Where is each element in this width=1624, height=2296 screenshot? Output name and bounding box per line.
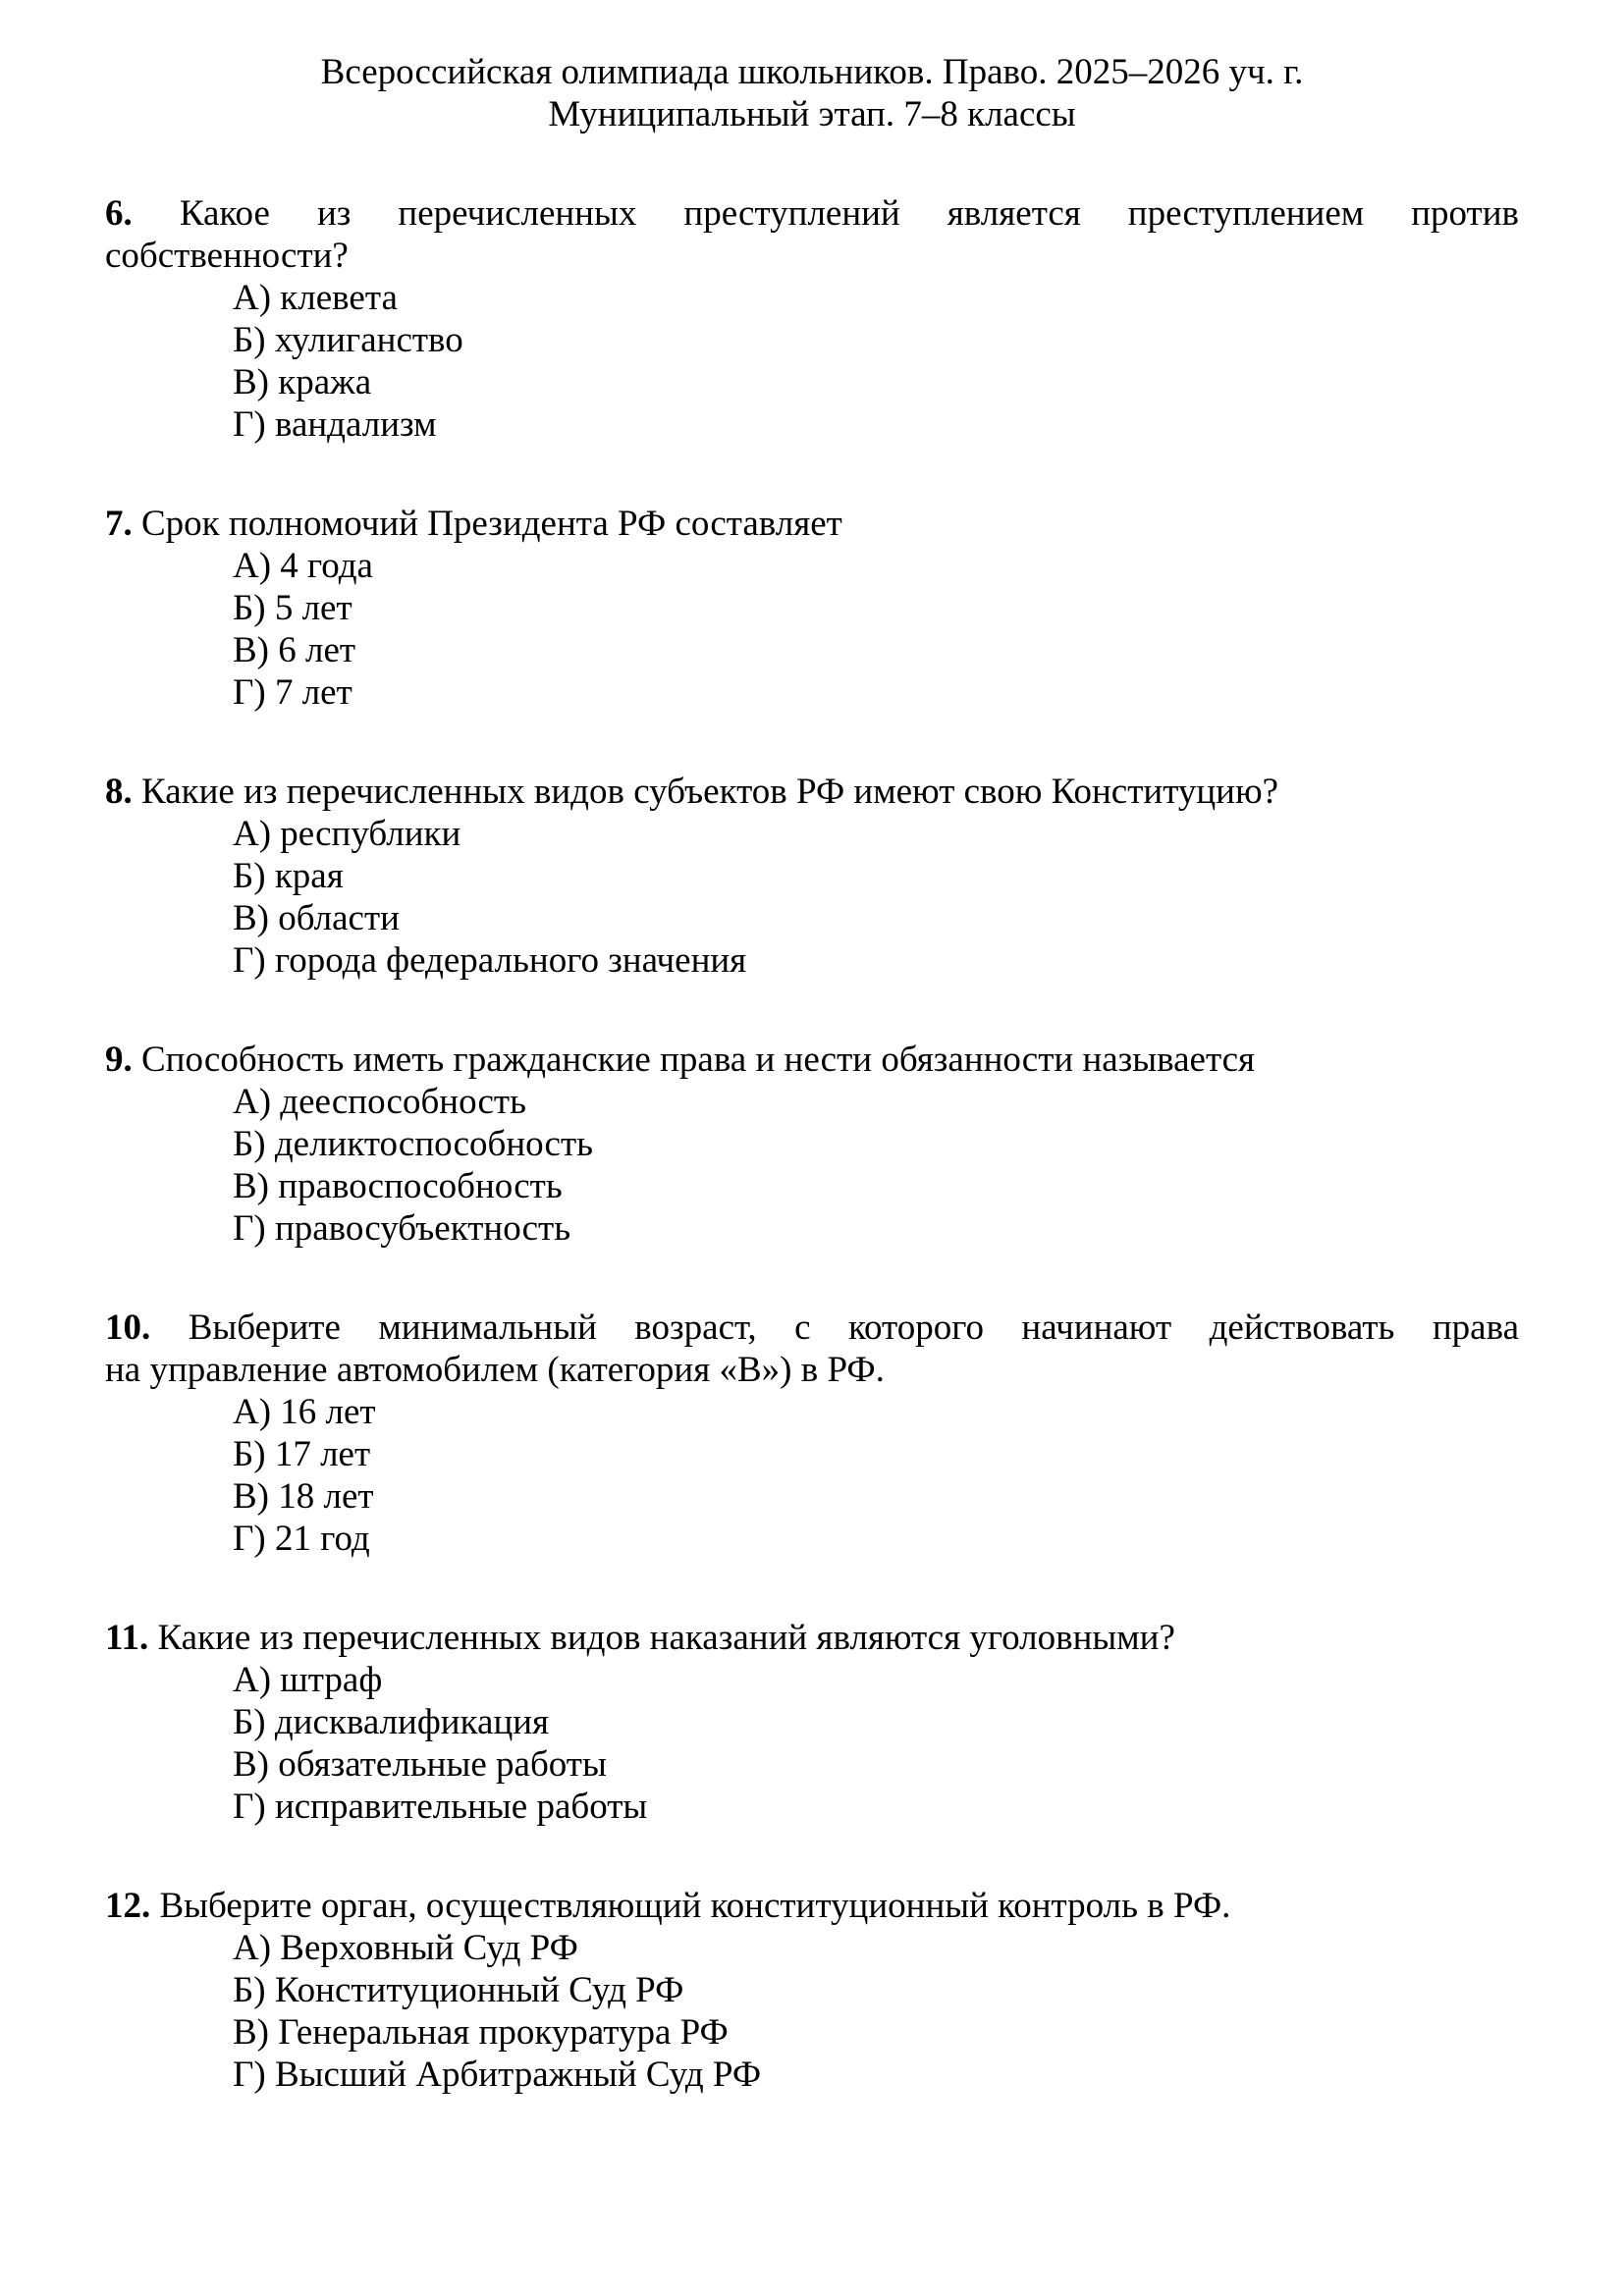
question-8-option-b: Б) края (233, 856, 344, 896)
question-7-text-line-1 (105, 503, 1519, 545)
question-12-text: Выберите орган, осуществляющий конституционный контроль в РФ. (159, 1886, 1231, 1926)
question-8-option-v: В) области (233, 898, 400, 938)
question-7-number: 7. (105, 504, 133, 544)
question-9 (105, 1039, 1519, 1250)
question-9-option-a: А) дееспособность (233, 1082, 526, 1122)
header-stage-line: Муниципальный этап. 7–8 классы (548, 94, 1076, 134)
question-10-option-v: В) 18 лет (233, 1476, 374, 1517)
question-11-option-b: Б) дисквалификация (233, 1702, 550, 1742)
question-8-number: 8. (105, 772, 133, 812)
question-8-option-g: Г) города федерального значения (233, 940, 747, 981)
question-10-option-b: Б) 17 лет (233, 1434, 371, 1474)
question-11-option-v: В) обязательные работы (233, 1744, 607, 1785)
question-7-option-a: А) 4 года (233, 546, 373, 586)
question-8-text-line-1 (105, 771, 1519, 813)
question-10-text-line-1 (105, 1307, 1519, 1349)
question-6 (105, 192, 1519, 446)
question-6-text: Какое из перечисленных преступлений является преступлением против (179, 193, 1519, 234)
question-8-option-a: А) республики (233, 814, 461, 854)
question-12-option-b: Б) Конституционный Суд РФ (233, 1970, 684, 2010)
question-6-text-line-1 (105, 192, 1519, 235)
question-6-text-line-2: собственности? (105, 236, 349, 276)
question-12 (105, 1885, 1519, 2096)
question-9-option-b: Б) деликтоспособность (233, 1124, 594, 1164)
question-6-option-a: А) клевета (233, 278, 398, 318)
question-6-option-b: Б) хулиганство (233, 320, 463, 360)
question-10-text-line-2: на управление автомобилем (категория «В») в РФ. (105, 1350, 885, 1390)
question-6-option-g: Г) вандализм (233, 404, 437, 445)
question-11-text: Какие из перечисленных видов наказаний являются уголовными? (157, 1618, 1175, 1658)
question-11-number: 11. (105, 1618, 149, 1658)
question-6-number: 6. (105, 193, 133, 234)
question-10-option-g: Г) 21 год (233, 1519, 370, 1559)
question-10-option-a: А) 16 лет (233, 1392, 376, 1432)
question-12-option-g: Г) Высший Арбитражный Суд РФ (233, 2055, 762, 2095)
question-7-option-g: Г) 7 лет (233, 672, 352, 713)
question-11-option-g: Г) исправительные работы (233, 1787, 648, 1827)
question-7-option-v: В) 6 лет (233, 630, 356, 670)
question-7-option-b: Б) 5 лет (233, 588, 352, 628)
header-title-line: Всероссийская олимпиада школьников. Право. 2025–2026 уч. г. (320, 52, 1304, 92)
question-9-number: 9. (105, 1040, 133, 1080)
question-7 (105, 503, 1519, 714)
document-header (105, 51, 1519, 135)
question-12-number: 12. (105, 1886, 151, 1926)
question-11-option-a: А) штраф (233, 1660, 383, 1700)
question-11-text-line-1 (105, 1617, 1519, 1659)
question-12-option-v: В) Генеральная прокуратура РФ (233, 2012, 729, 2053)
question-10 (105, 1307, 1519, 1560)
question-9-option-g: Г) правосубъектность (233, 1208, 571, 1249)
question-8 (105, 771, 1519, 982)
question-11 (105, 1617, 1519, 1828)
question-9-text: Способность иметь гражданские права и нести обязанности называется (141, 1040, 1256, 1080)
question-7-text: Срок полномочий Президента РФ составляет (141, 504, 842, 544)
question-9-text-line-1 (105, 1039, 1519, 1081)
question-10-text: Выберите минимальный возраст, с которого начинают действовать права (188, 1308, 1520, 1348)
question-8-text: Какие из перечисленных видов субъектов РФ имеют свою Конституцию? (141, 772, 1279, 812)
question-12-option-a: А) Верховный Суд РФ (233, 1928, 578, 1968)
question-10-number: 10. (105, 1308, 151, 1348)
question-9-option-v: В) правоспособность (233, 1166, 563, 1206)
question-6-option-v: В) кража (233, 362, 372, 402)
question-12-text-line-1 (105, 1885, 1519, 1927)
